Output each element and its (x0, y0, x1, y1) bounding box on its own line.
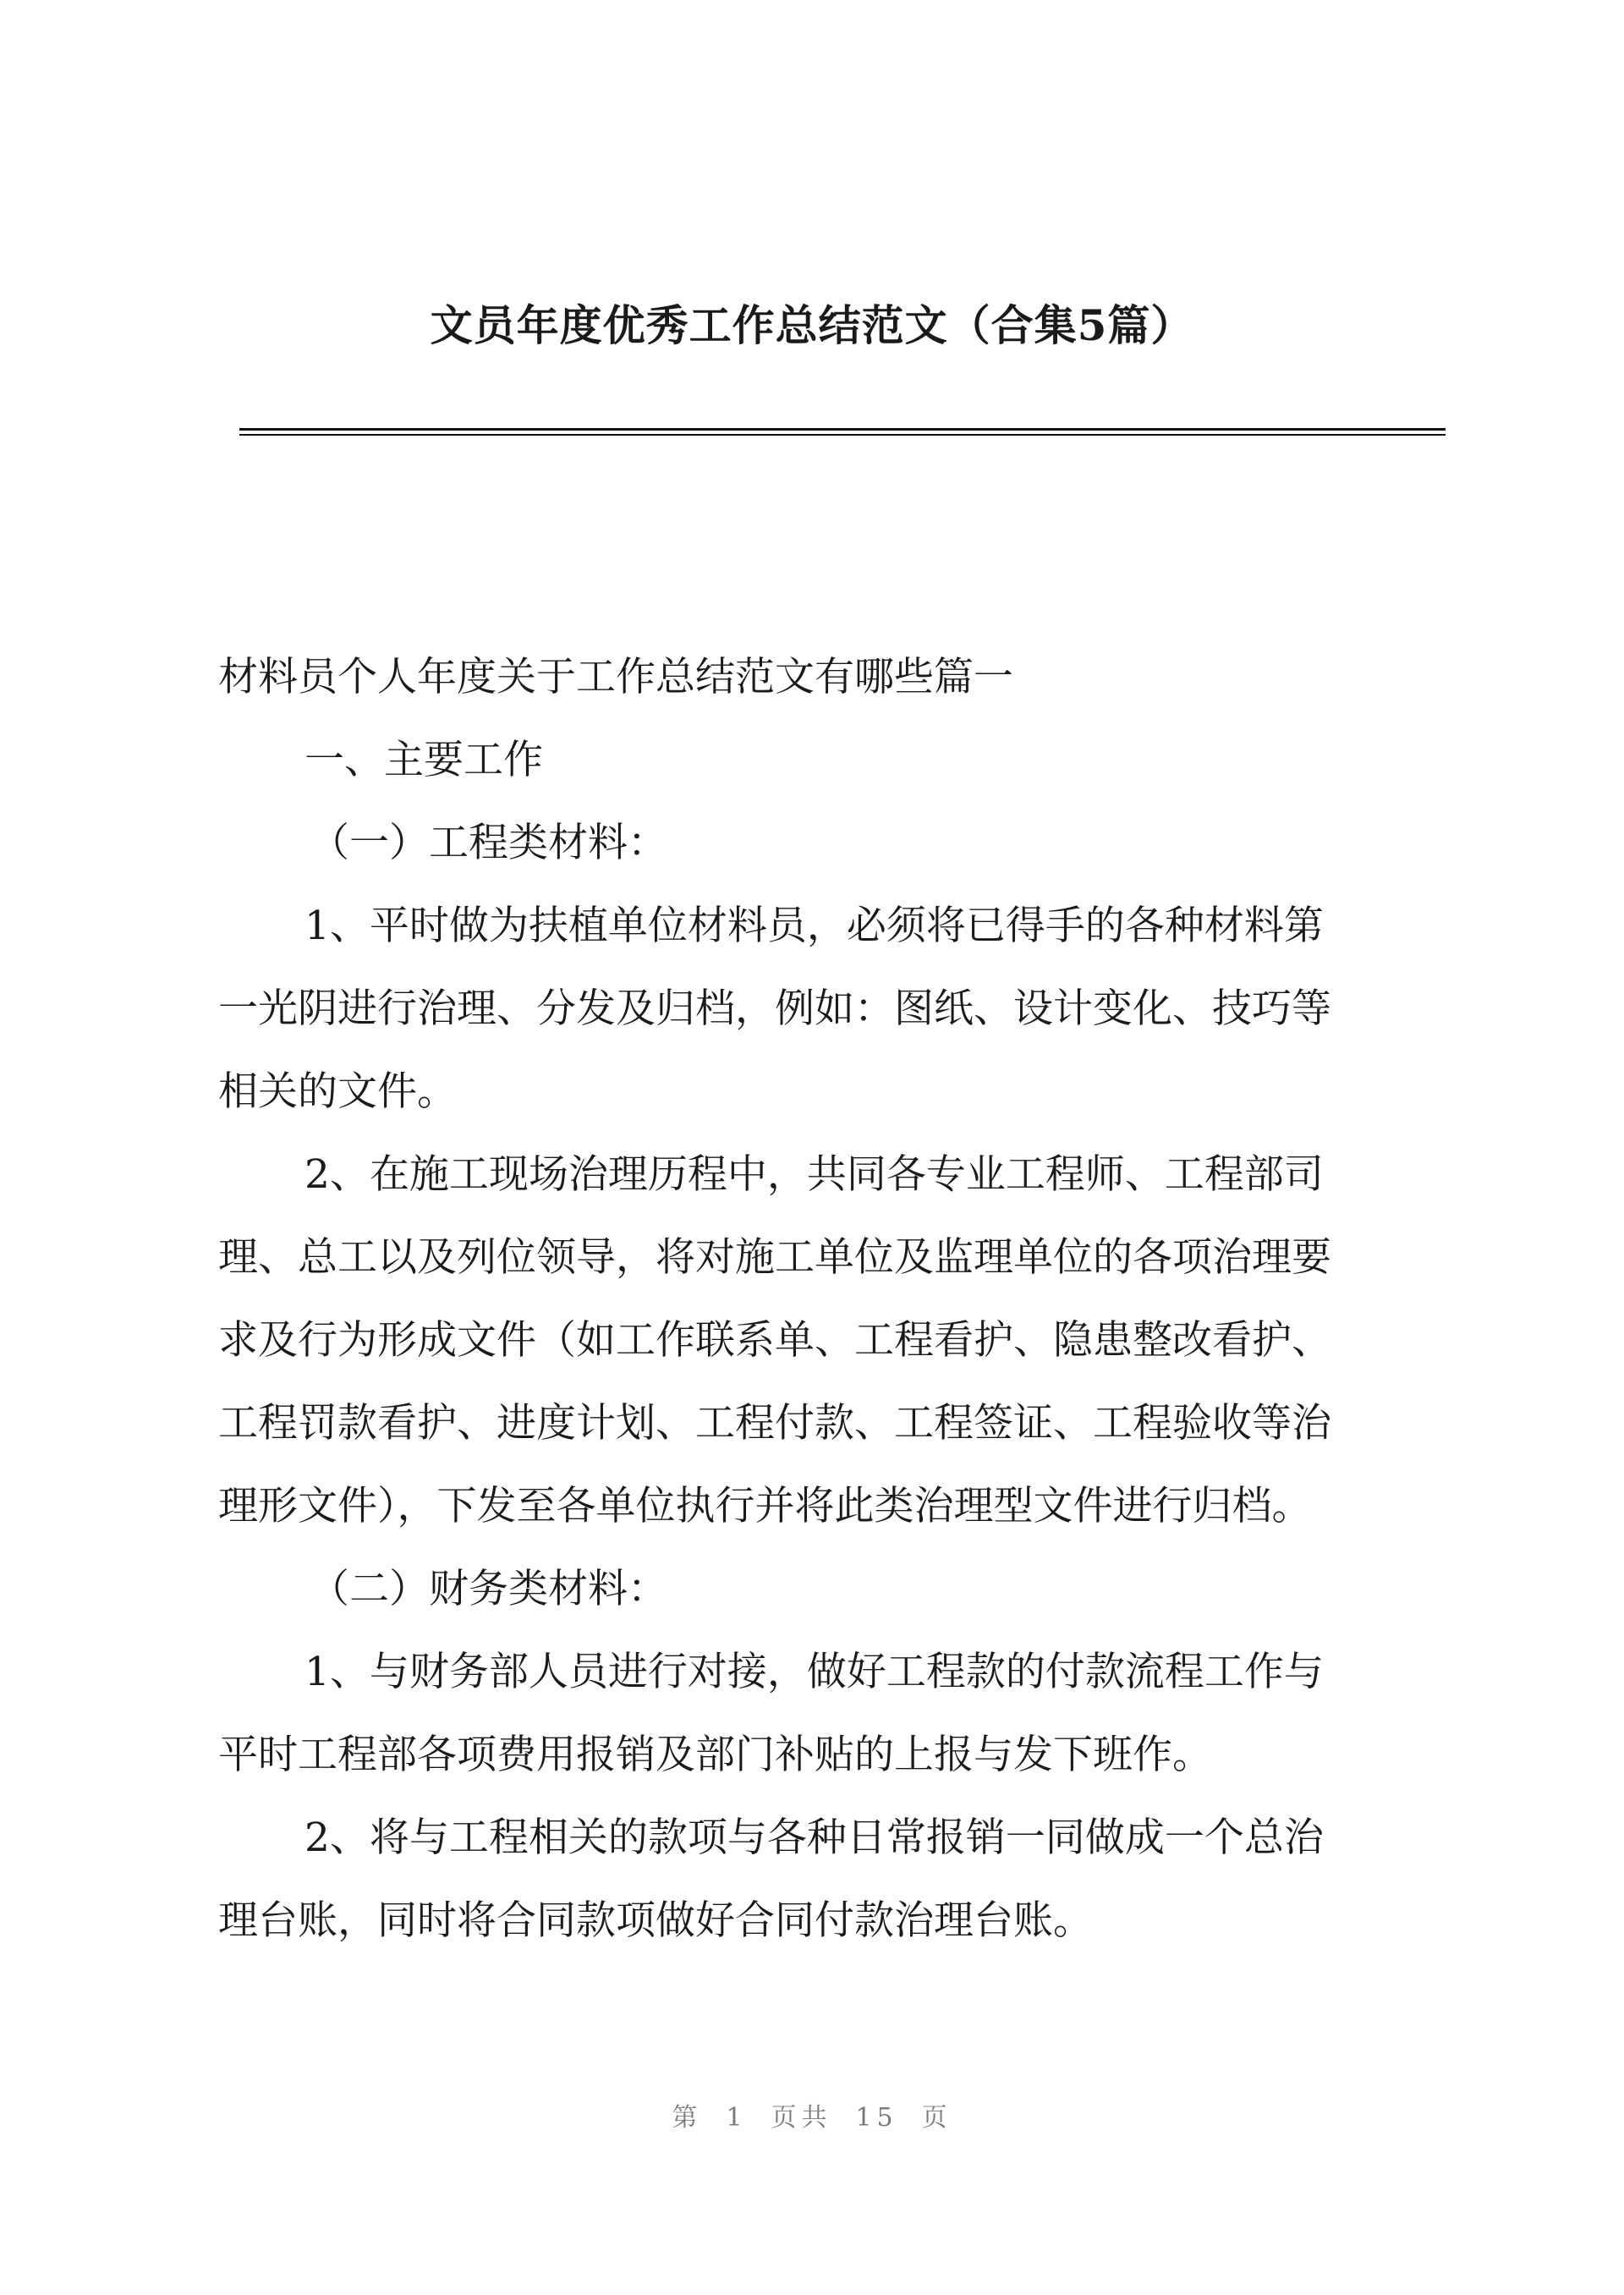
subheading-finance-materials: （二）财务类材料： (310, 1566, 667, 1612)
paragraph-line: 1、平时做为扶植单位材料员，必须将已得手的各种材料第 (304, 903, 1324, 949)
document-title: 文员年度优秀工作总结范文（合集5篇） (430, 300, 1194, 350)
paragraph-line: 相关的文件。 (218, 1068, 457, 1115)
paragraph-line: 一光阴进行治理、分发及归档，例如：图纸、设计变化、技巧等 (218, 986, 1331, 1032)
title-divider-thin (239, 434, 1446, 436)
title-divider-thick (239, 428, 1446, 431)
page-footer (0, 2096, 1624, 2133)
paragraph-line: 工程罚款看护、进度计划、工程付款、工程签证、工程验收等治 (218, 1400, 1331, 1447)
page-label-mid: 页共 (771, 2103, 832, 2133)
heading-main-work: 一、主要工作 (304, 737, 543, 783)
paragraph-line: 理、总工以及列位领导，将对施工单位及监理单位的各项治理要 (218, 1234, 1331, 1281)
subheading-engineering-materials: （一）工程类材料： (310, 820, 667, 866)
document-body (218, 636, 1436, 1963)
page-number: 1 (726, 2103, 748, 2133)
paragraph-line: 2、在施工现场治理历程中，共同各专业工程师、工程部司 (304, 1151, 1324, 1198)
page-total: 15 (855, 2103, 898, 2133)
page-label-post: 页 (921, 2103, 952, 2133)
paragraph-line: 求及行为形成文件（如工作联系单、工程看护、隐患整改看护、 (218, 1317, 1331, 1364)
paragraph-line: 理台账，同时将合同款项做好合同付款治理台账。 (218, 1897, 1093, 1944)
paragraph-line: 理形文件），下发至各单位执行并将此类治理型文件进行归档。 (218, 1483, 1312, 1529)
section-heading: 材料员个人年度关于工作总结范文有哪些篇一 (218, 654, 1013, 700)
page-label-pre: 第 (672, 2103, 703, 2133)
paragraph-line: 平时工程部各项费用报销及部门补贴的上报与发下班作。 (218, 1732, 1212, 1778)
paragraph-line: 2、将与工程相关的款项与各种日常报销一同做成一个总治 (304, 1815, 1324, 1861)
paragraph-line: 1、与财务部人员进行对接，做好工程款的付款流程工作与 (304, 1649, 1324, 1695)
